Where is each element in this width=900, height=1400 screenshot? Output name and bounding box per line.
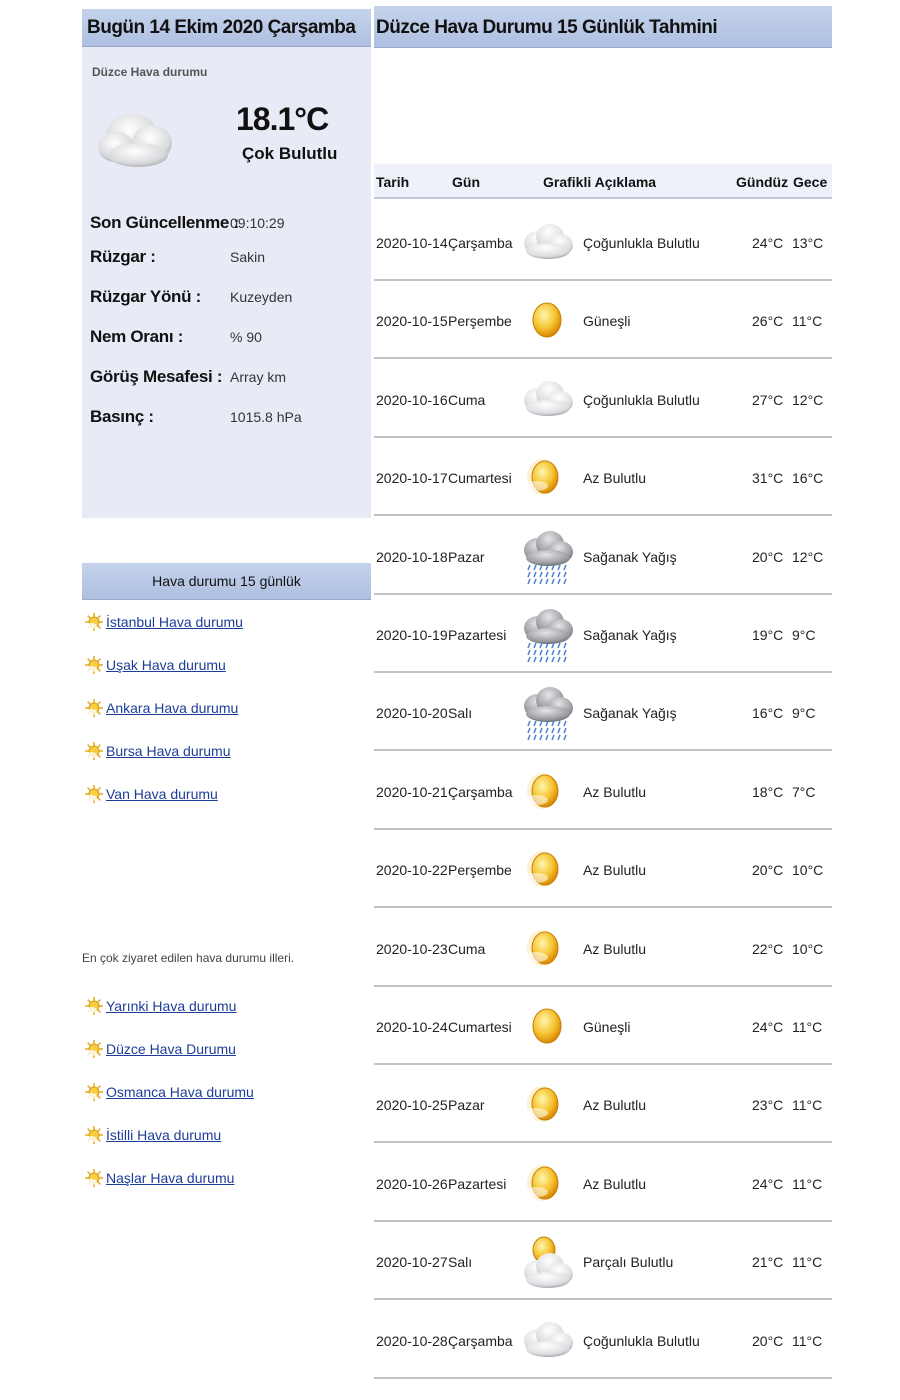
info-value: Array km [230,369,286,385]
forecast-day-temp: 27°C [752,391,784,408]
sun-bullet-icon [84,1038,104,1060]
sun-bullet-icon [84,697,104,719]
hazy-sun-icon [516,838,578,900]
city-link[interactable]: Naşlar Hava durumu [106,1170,235,1186]
forecast-day-temp: 24°C [752,1019,784,1035]
forecast-row [374,595,832,673]
forecast-header: Düzce Hava Durumu 15 Günlük Tahmini [374,6,832,48]
forecast-row [374,517,832,595]
forecast-day: Perşembe [448,862,512,879]
info-row-wind-direction [90,287,365,317]
forecast-day: Pazartesi [448,627,507,643]
forecast-date: 2020-10-15 [376,313,448,330]
forecast-description: Az Bulutlu [583,940,647,957]
forecast-date: 2020-10-26 [376,1175,448,1192]
sun-bullet-icon [84,654,104,676]
rain-icon [516,525,578,587]
forecast-date: 2020-10-24 [376,1019,448,1035]
city-link[interactable]: Düzce Hava Durumu [106,1041,236,1057]
forecast-description: Sağanak Yağış [583,705,677,722]
city-link-item [82,1038,362,1064]
forecast-day: Cuma [448,940,486,957]
forecast-description: Çoğunlukla Bulutlu [583,391,700,408]
forecast-night-temp: 11°C [792,313,823,330]
forecast-day-temp: 23°C [752,1097,784,1114]
hazy-sun-icon [516,1073,578,1135]
forecast-day: Cumartesi [448,1019,512,1035]
city-link[interactable]: Bursa Hava durumu [106,743,231,759]
info-row-last-updated [90,213,365,243]
forecast-description: Az Bulutlu [583,1097,647,1114]
sun-bullet-icon [84,1124,104,1146]
forecast-date: 2020-10-23 [376,940,448,957]
forecast-day: Çarşamba [448,783,513,800]
today-header: Bugün 14 Ekim 2020 Çarşamba [82,9,371,47]
city-link[interactable]: Osmanca Hava durumu [106,1084,254,1100]
forecast-date: 2020-10-17 [376,470,448,487]
forecast-day-temp: 18°C [752,783,784,800]
forecast-day-temp: 22°C [752,940,784,957]
forecast-day: Perşembe [448,313,512,330]
forecast-night-temp: 13°C [792,235,824,251]
forecast-night-temp: 16°C [792,470,824,487]
info-label: Rüzgar Yönü : [90,287,202,306]
forecast-day: Salı [448,1254,473,1271]
most-visited-caption: En çok ziyaret edilen hava durumu illeri. [82,951,295,965]
city-link-item [82,740,362,766]
forecast-date: 2020-10-19 [376,627,448,643]
hazy-sun-icon [516,446,578,508]
info-row-pressure [90,407,365,437]
city-link[interactable]: Uşak Hava durumu [106,657,226,673]
forecast-row [374,673,832,751]
forecast-row [374,1065,832,1143]
hazy-sun-icon [516,1152,578,1214]
sun-icon [516,289,578,351]
forecast-day-temp: 21°C [752,1254,784,1271]
city-link-item [82,611,362,637]
hazy-sun-icon [516,760,578,822]
forecast-day-temp: 26°C [752,313,784,330]
forecast-description: Az Bulutlu [583,862,647,879]
forecast-date: 2020-10-14 [376,235,448,251]
forecast-day: Pazar [448,1097,485,1114]
forecast-description: Sağanak Yağış [583,548,677,565]
forecast-row [374,360,832,438]
forecast-row [374,203,832,281]
forecast-row [374,281,832,359]
city-link[interactable]: Yarınki Hava durumu [106,998,237,1014]
forecast-day-temp: 20°C [752,862,784,879]
city-link[interactable]: Van Hava durumu [106,786,218,802]
current-temperature: 18.1°C [236,101,329,137]
forecast-night-temp: 9°C [792,627,816,643]
forecast-day: Çarşamba [448,1332,513,1349]
forecast-night-temp: 11°C [792,1019,823,1035]
forecast-row [374,830,832,908]
forecast-table-header [374,164,832,199]
sun-bullet-icon [84,611,104,633]
sun-bullet-icon [84,1081,104,1103]
forecast-description: Az Bulutlu [583,470,647,487]
forecast-night-temp: 11°C [792,1175,823,1192]
info-row-visibility [90,367,365,397]
info-label: Görüş Mesafesi : [90,367,223,386]
info-value: 09:10:29 [230,215,285,231]
sun-bullet-icon [84,1167,104,1189]
forecast-night-temp: 11°C [792,1097,823,1114]
rain-icon [516,603,578,665]
forecast-date: 2020-10-21 [376,783,448,800]
forecast-day-temp: 20°C [752,1332,784,1349]
forecast-day: Cuma [448,391,486,408]
forecast-row [374,752,832,830]
forecast-panel [374,6,832,48]
city-link-item [82,995,362,1021]
forecast-row [374,987,832,1065]
forecast-date: 2020-10-25 [376,1097,448,1114]
city-link[interactable]: İstanbul Hava durumu [106,614,243,630]
city-link-item [82,654,362,680]
city-link[interactable]: İstilli Hava durumu [106,1127,222,1143]
forecast-day: Çarşamba [448,235,513,251]
forecast-date: 2020-10-18 [376,548,448,565]
column-description: Grafikli Açıklama [543,174,657,190]
forecast-description: Sağanak Yağış [583,627,677,643]
column-date: Tarih [376,174,410,190]
forecast-day: Pazartesi [448,1175,507,1192]
forecast-day-temp: 24°C [752,1175,784,1192]
rain-icon [516,681,578,743]
info-label: Rüzgar : [90,247,156,266]
hazy-sun-icon [516,917,578,979]
current-condition: Çok Bulutlu [242,144,338,163]
sun-icon [516,995,578,1057]
forecast-day: Cumartesi [448,470,512,487]
sun-bullet-icon [84,783,104,805]
forecast-day-temp: 24°C [752,235,784,251]
forecast-date: 2020-10-20 [376,705,448,722]
forecast-description: Az Bulutlu [583,1175,647,1192]
forecast-description: Güneşli [583,313,631,330]
forecast-row [374,1144,832,1222]
city-link-item [82,1124,362,1150]
forecast-date: 2020-10-28 [376,1332,448,1349]
forecast-description: Çoğunlukla Bulutlu [583,1332,700,1349]
forecast-day: Salı [448,705,473,722]
forecast-night-temp: 10°C [792,862,824,879]
forecast-description: Az Bulutlu [583,783,647,800]
forecast-description: Güneşli [583,1019,631,1035]
forecast-description: Çoğunlukla Bulutlu [583,235,700,251]
forecast-night-temp: 7°C [792,783,816,800]
forecast-row [374,909,832,987]
forecast-day-temp: 19°C [752,627,784,643]
forecast-night-temp: 11°C [792,1254,823,1271]
forecast-row [374,1222,832,1300]
links-header: Hava durumu 15 günlük [82,563,371,600]
info-row-wind [90,247,365,277]
column-day-temp: Gündüz [736,174,789,190]
sun-bullet-icon [84,740,104,762]
forecast-date: 2020-10-27 [376,1254,448,1271]
forecast-day-temp: 20°C [752,548,784,565]
forecast-row [374,1301,832,1379]
cloud-icon [516,1309,578,1371]
column-day: Gün [452,174,480,190]
forecast-night-temp: 12°C [792,391,824,408]
current-weather-panel [82,9,371,518]
info-value: Kuzeyden [230,289,293,305]
cloudy-icon [94,91,178,175]
cloud-icon [516,211,578,273]
city-caption: Düzce Hava durumu [92,65,208,79]
city-links-box [82,563,371,600]
cloud-icon [516,368,578,430]
forecast-day-temp: 16°C [752,705,784,722]
forecast-day-temp: 31°C [752,470,784,487]
forecast-date: 2020-10-22 [376,862,448,879]
city-link-item [82,697,362,723]
info-value: Sakin [230,249,266,265]
forecast-row [374,438,832,516]
info-label: Nem Oranı : [90,327,184,346]
partly-cloudy-icon [516,1230,578,1292]
info-label: Basınç : [90,407,154,426]
info-label: Son Güncellenme : [90,213,239,232]
info-value: 1015.8 hPa [230,409,302,425]
city-link-item [82,783,362,809]
city-link-item [82,1081,362,1107]
forecast-day: Pazar [448,548,485,565]
info-row-humidity [90,327,365,357]
forecast-night-temp: 11°C [792,1332,823,1349]
forecast-night-temp: 10°C [792,940,824,957]
column-night-temp: Gece [793,174,828,190]
forecast-night-temp: 9°C [792,705,816,722]
forecast-description: Parçalı Bulutlu [583,1254,674,1271]
info-value: % 90 [230,329,262,345]
city-link[interactable]: Ankara Hava durumu [106,700,239,716]
sun-bullet-icon [84,995,104,1017]
forecast-night-temp: 12°C [792,548,824,565]
city-link-item [82,1167,362,1193]
forecast-date: 2020-10-16 [376,391,448,408]
